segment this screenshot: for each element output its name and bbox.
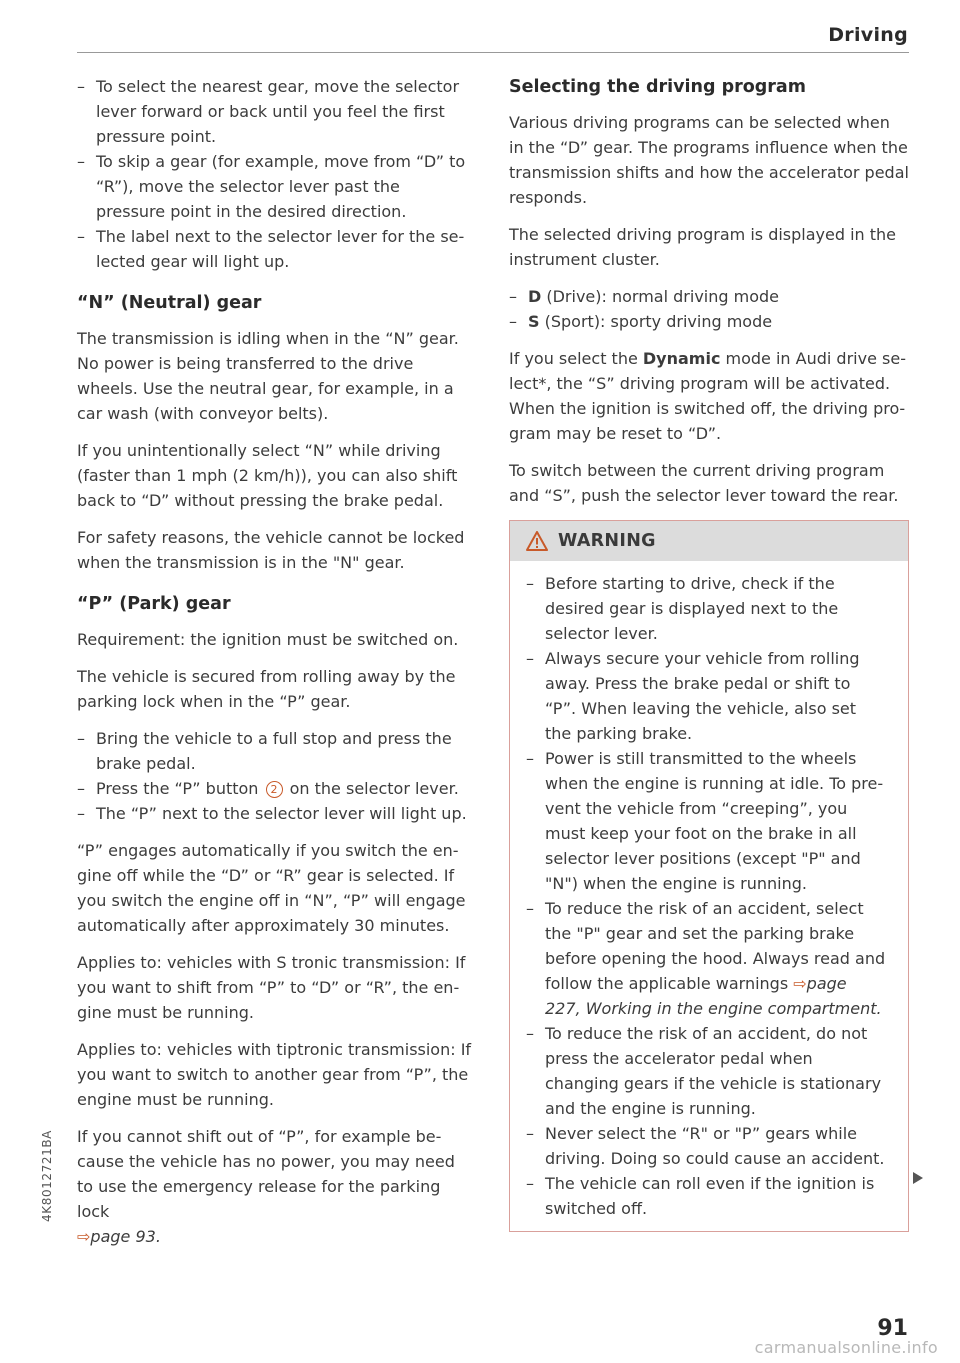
list-item: – To skip a gear (for example, move from “D” to “R”), move the selector lever past the pressure point in the desired direction. (77, 149, 472, 224)
list-item: – Power is still transmitted to the wheels when the engine is running at idle. To prevent the vehicle from “creeping”, you must keep your foot on the brake in all selector lever positions (except "P" and "N") when the engine is running. (526, 746, 886, 896)
paragraph-text: If you cannot shift out of “P”, for example because the vehicle has no power, you may need to use the emergency release for the parking lock (77, 1127, 455, 1221)
list-item: – Bring the vehicle to a full stop and press the brake pedal. (77, 726, 472, 776)
list-item-text: Press the “P” button (96, 779, 259, 798)
list-item-text: To reduce the risk of an accident, select the "P" gear and set the parking brake before opening the hood. Always read and follow the applicable warnings (545, 899, 886, 993)
paragraph: The vehicle is secured from rolling away by the parking lock when in the “P” gear. (77, 667, 456, 711)
list-item (526, 896, 886, 1021)
section-title: Driving (828, 24, 908, 46)
list-item (77, 776, 472, 801)
document-id: 4K8012721BA (40, 1130, 54, 1222)
paragraph-text: If you select the (509, 349, 643, 368)
paragraph: The transmission is idling when in the “N” gear. No power is being transferred to the drive wheels. Use the neutral gear, for example, in a car wash (with conveyor belts). (77, 329, 459, 423)
mode-key: S (528, 312, 540, 331)
list-item: – Before starting to drive, check if the desired gear is displayed next to the selector lever. (526, 571, 886, 646)
select-gear-list (77, 74, 472, 274)
warning-title: WARNING (558, 530, 656, 551)
warning-body (510, 561, 908, 1231)
mode-text: (Drive): normal driving mode (541, 287, 779, 306)
paragraph: Various driving programs can be selected when in the “D” gear. The programs influence when the transmission shifts and how the accelerator pedal responds. (509, 113, 909, 207)
driving-program-heading: Selecting the driving program (509, 77, 806, 97)
callout-number-icon: 2 (266, 781, 283, 798)
neutral-gear-heading: “N” (Neutral) gear (77, 293, 262, 313)
park-gear-heading: “P” (Park) gear (77, 594, 231, 614)
list-item (509, 284, 909, 309)
header-divider (77, 52, 909, 53)
arrow-right-icon: ⇨ (793, 974, 807, 993)
list-item (509, 309, 909, 334)
warning-header (510, 521, 908, 561)
list-item: – The label next to the selector lever for the selected gear will light up. (77, 224, 472, 274)
paragraph: For safety reasons, the vehicle cannot be locked when the transmission is in the "N" gear. (77, 528, 465, 572)
paragraph (509, 346, 909, 446)
paragraph: To switch between the current driving program and “S”, push the selector lever toward the rear. (509, 461, 899, 505)
list-item: – Always secure your vehicle from rolling away. Press the brake pedal or shift to “P”. When leaving the vehicle, also set the parking brake. (526, 646, 886, 746)
continue-arrow-icon (913, 1172, 923, 1184)
left-column (77, 74, 472, 1261)
paragraph-text: mode in Audi drive select*, the “S” driving program will be activated. When the ignition is switched off, the driving program may be reset to “D”. (509, 349, 906, 443)
mode-key: D (528, 287, 542, 306)
paragraph: If you unintentionally select “N” while driving (faster than 1 mph (2 km/h)), you can also shift back to “D” without pressing the brake pedal. (77, 441, 458, 510)
right-column (509, 74, 909, 1232)
list-item: – The vehicle can roll even if the ignition is switched off. (526, 1171, 886, 1221)
driving-modes-list (509, 284, 909, 334)
list-item: – To reduce the risk of an accident, do not press the accelerator pedal when changing gears if the vehicle is stationary and the engine is running. (526, 1021, 886, 1121)
paragraph: The selected driving program is displayed in the instrument cluster. (509, 225, 897, 269)
paragraph: Applies to: vehicles with tiptronic transmission: If you want to switch to another gear from “P”, the engine must be running. (77, 1040, 472, 1109)
list-item: – Never select the “R" or "P” gears while driving. Doing so could cause an accident. (526, 1121, 886, 1171)
arrow-right-icon: ⇨ (77, 1227, 91, 1246)
warning-triangle-icon (526, 531, 548, 551)
warning-list (526, 571, 886, 1221)
park-steps-list (77, 726, 472, 826)
paragraph: Applies to: vehicles with S tronic transmission: If you want to shift from “P” to “D” or “R”, the engine must be running. (77, 953, 466, 1022)
page-reference-text: page 93. (90, 1227, 161, 1246)
page-reference-link[interactable] (77, 1227, 161, 1246)
paragraph (77, 1124, 472, 1249)
paragraph: “P” engages automatically if you switch the engine off while the “D” or “R” gear is selected. If you switch the engine off in “N”, “P” will engage automatically after approximately 30 minutes. (77, 841, 466, 935)
dynamic-mode-label: Dynamic (642, 349, 721, 368)
list-item: – To select the nearest gear, move the selector lever forward or back until you feel the first pressure point. (77, 74, 472, 149)
page-number: 91 (877, 1316, 908, 1341)
warning-box (509, 520, 909, 1232)
page-reference-text: page 227, Working in the engine compartment. (545, 974, 882, 1018)
mode-text: (Sport): sporty driving mode (539, 312, 773, 331)
paragraph: Requirement: the ignition must be switched on. (77, 630, 459, 649)
list-item: – The “P” next to the selector lever will light up. (77, 801, 472, 826)
list-item-text: on the selector lever. (289, 779, 459, 798)
watermark: carmanualsonline.info (754, 1338, 938, 1357)
